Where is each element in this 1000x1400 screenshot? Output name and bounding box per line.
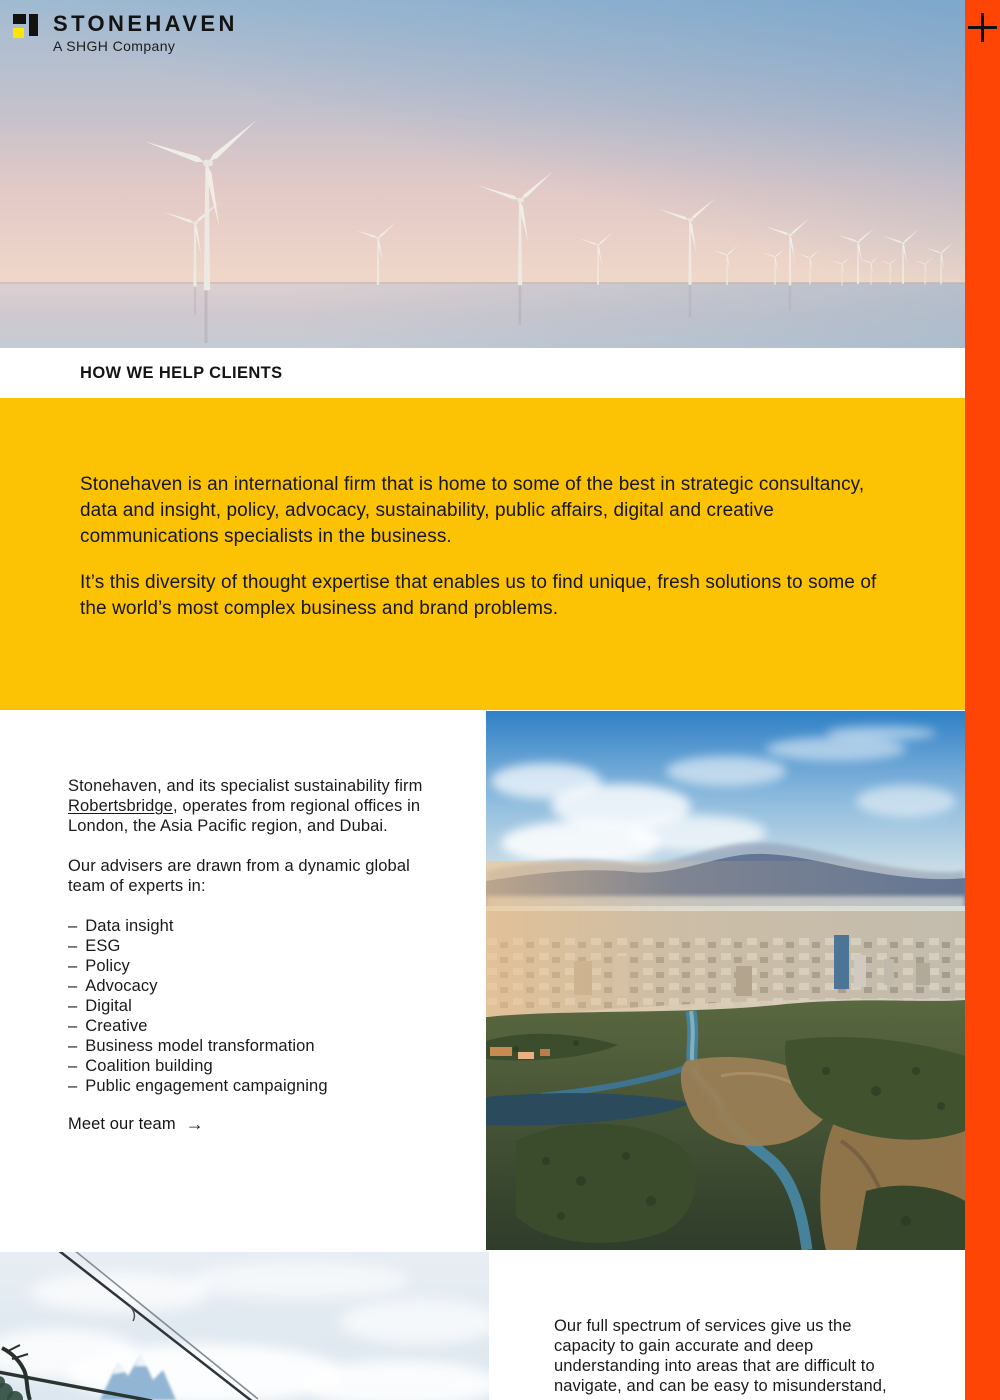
about-column [0, 710, 486, 1250]
list-dash: – [68, 977, 78, 995]
brand-name: STONEHAVEN [53, 11, 238, 36]
section-label: HOW WE HELP CLIENTS [80, 363, 283, 382]
list-item-label: Creative [85, 1017, 148, 1035]
mangrove-and-river [486, 1000, 965, 1250]
services-paragraph: Our full spectrum of services give us the capacity to gain accurate and deep understanding into areas that are difficult to navigate, and can be easy to misunderstand, [554, 1317, 887, 1395]
aerial-city-image [486, 711, 965, 1250]
logo-mark-icon[interactable] [13, 14, 53, 40]
list-item-label: Advocacy [85, 977, 158, 995]
list-item [68, 916, 486, 936]
list-item [68, 956, 486, 976]
list-dash: – [68, 917, 78, 935]
list-dash: – [68, 997, 78, 1015]
list-item [68, 976, 486, 996]
list-item [68, 1076, 486, 1096]
intro-block [0, 398, 965, 710]
list-dash: – [68, 1057, 78, 1075]
logo-block-right [29, 14, 38, 36]
intro-paragraph-1: Stonehaven is an international firm that is home to some of the best in strategic consultancy, data and insight, policy, advocacy, sustainability, public affairs, digital and creative communications specialists in the business. [80, 474, 865, 547]
intro-paragraph-2: It’s this diversity of thought expertise that enables us to find unique, fresh solutions to some of the world’s most complex business and brand problems. [80, 572, 877, 619]
list-item [68, 996, 486, 1016]
section-label-band [0, 348, 965, 398]
list-dash: – [68, 937, 78, 955]
meet-our-team-link[interactable]: Meet our team [68, 1115, 176, 1133]
list-item [68, 936, 486, 956]
list-dash: – [68, 1077, 78, 1095]
expertise-list [68, 916, 486, 1096]
meet-our-team-cta[interactable] [68, 1114, 486, 1134]
about-p1-before: Stonehaven, and its specialist sustainability firm [68, 777, 423, 795]
list-dash: – [68, 957, 78, 975]
aerial-city-illustration [486, 711, 965, 1250]
list-dash: – [68, 1017, 78, 1035]
zipline-image [0, 1252, 489, 1400]
logo-text[interactable] [53, 13, 238, 54]
list-item [68, 1036, 486, 1056]
logo-block-top [13, 14, 26, 24]
zipline-illustration [0, 1252, 489, 1400]
list-item-label: Data insight [85, 917, 174, 935]
list-item [68, 1016, 486, 1036]
about-paragraph-1 [68, 776, 430, 836]
list-dash: – [68, 1037, 78, 1055]
city [486, 861, 965, 1023]
robertsbridge-link[interactable]: Robertsbridge [68, 797, 173, 815]
accent-rail [965, 0, 1000, 1400]
about-paragraph-2: Our advisers are drawn from a dynamic global team of experts in: [68, 857, 410, 895]
about-p1-after: , operates from regional offices in London, the Asia Pacific region, and Dubai. [68, 797, 421, 835]
hero-image [0, 0, 965, 348]
arrow-right-icon: → [185, 1114, 204, 1134]
list-item-label: Digital [85, 997, 132, 1015]
list-item-label: Business model transformation [85, 1037, 315, 1055]
list-item-label: Policy [85, 957, 130, 975]
services-column [554, 1316, 906, 1396]
brand-tagline: A SHGH Company [53, 38, 176, 54]
list-item-label: ESG [85, 937, 121, 955]
hero-sea [0, 282, 965, 348]
list-item-label: Public engagement campaigning [85, 1077, 328, 1095]
list-item-label: Coalition building [85, 1057, 213, 1075]
plus-icon[interactable] [968, 13, 997, 42]
site-header [13, 13, 238, 54]
logo-block-yellow [13, 28, 24, 38]
list-item [68, 1056, 486, 1076]
